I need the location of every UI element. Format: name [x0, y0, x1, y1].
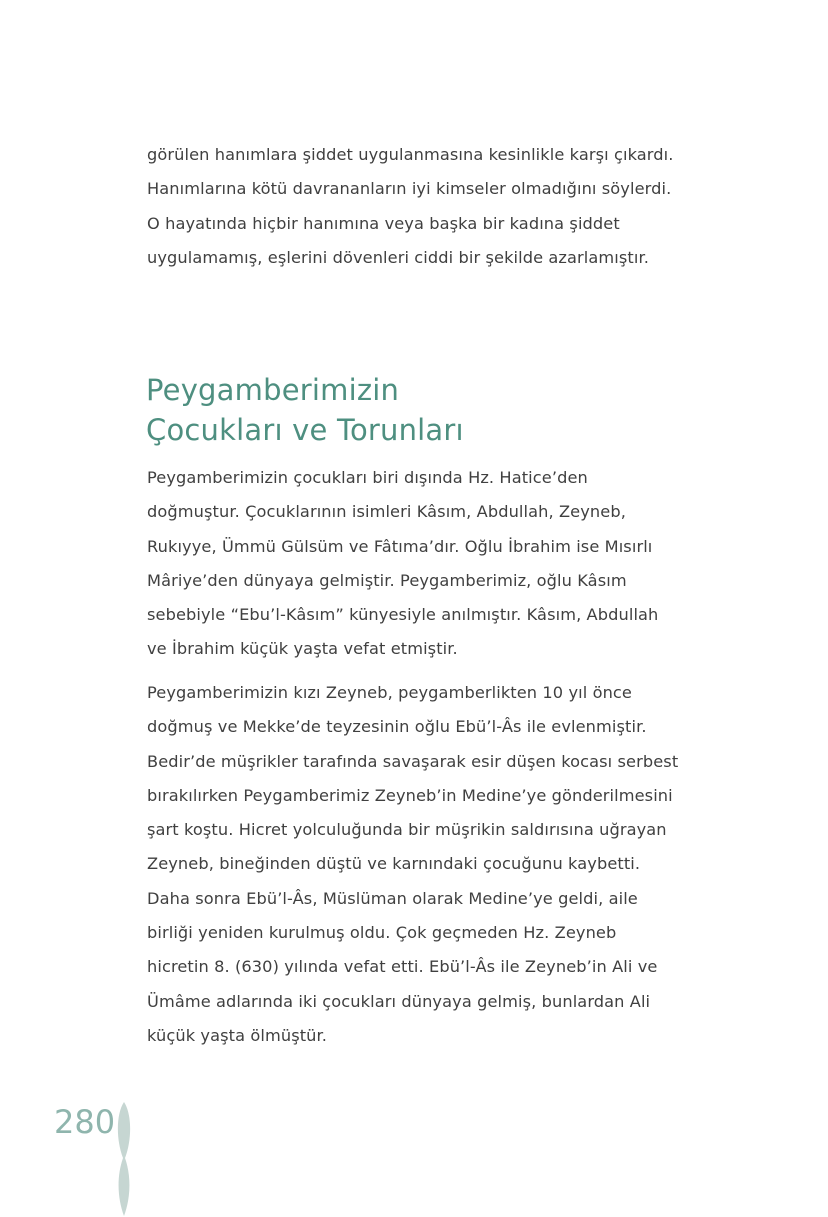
text-line: uygulamamış, eşlerini dövenleri ciddi bir şekilde azarlamıştır.: [147, 247, 649, 267]
page-number: 280: [54, 1103, 116, 1141]
text-line: görülen hanımlara şiddet uygulanmasına kesinlikle karşı çıkardı.: [147, 145, 674, 164]
text-line: Mâriye’den dünyaya gelmiştir. Peygamberimiz, oğlu Kâsım: [147, 570, 627, 590]
text-line: doğmuş ve Mekke’de teyzesinin oğlu Ebü’l-Âs ile evlenmiştir.: [147, 717, 647, 737]
text-line: Daha sonra Ebü’l-Âs, Müslüman olarak Medine’ye geldi, aile: [147, 888, 638, 908]
text-line: sebebiyle “Ebu’l-Kâsım” künyesiyle anılmıştır. Kâsım, Abdullah: [147, 605, 659, 625]
text-line: bırakılırken Peygamberimiz Zeyneb’in Medine’ye gönderilmesini: [147, 785, 673, 805]
intro-paragraph: [147, 138, 707, 275]
text-line: doğmuştur. Çocuklarının isimleri Kâsım, Abdullah, Zeyneb,: [147, 502, 626, 522]
text-line: O hayatında hiçbir hanımına veya başka bir kadına şiddet: [147, 213, 620, 233]
section-heading-line: Çocukları ve Torunları: [146, 413, 464, 447]
text-line: Ümâme adlarında iki çocukları dünyaya gelmiş, bunlardan Ali: [147, 991, 651, 1011]
section-heading-line: Peygamberimizin: [146, 373, 400, 407]
text-line: Hanımlarına kötü davrananların iyi kimseler olmadığını söylerdi.: [147, 179, 672, 199]
zeyneb-paragraph: [147, 676, 707, 1053]
section-heading: [146, 370, 464, 450]
text-line: hicretin 8. (630) yılında vefat etti. Ebü’l-Âs ile Zeyneb’in Ali ve: [147, 957, 658, 977]
text-line: Peygamberimizin çocukları biri dışında Hz. Hatice’den: [147, 468, 588, 487]
text-line: Bedir’de müşrikler tarafında savaşarak esir düşen kocası serbest: [147, 751, 679, 771]
text-line: Peygamberimizin kızı Zeyneb, peygamberlikten 10 yıl önce: [147, 683, 632, 702]
children-paragraph: [147, 461, 707, 667]
text-line: küçük yaşta ölmüştür.: [147, 1025, 328, 1045]
text-line: Zeyneb, bineğinden düştü ve karnındaki çocuğunu kaybetti.: [147, 854, 641, 874]
text-line: şart koştu. Hicret yolculuğunda bir müşrikin saldırısına uğrayan: [147, 820, 667, 840]
text-line: ve İbrahim küçük yaşta vefat etmiştir.: [147, 639, 458, 659]
text-line: Rukıyye, Ümmü Gülsüm ve Fâtıma’dır. Oğlu İbrahim ise Mısırlı: [147, 536, 653, 556]
text-line: birliği yeniden kurulmuş oldu. Çok geçmeden Hz. Zeyneb: [147, 923, 617, 943]
leaf-ornament-icon: [110, 1100, 138, 1217]
